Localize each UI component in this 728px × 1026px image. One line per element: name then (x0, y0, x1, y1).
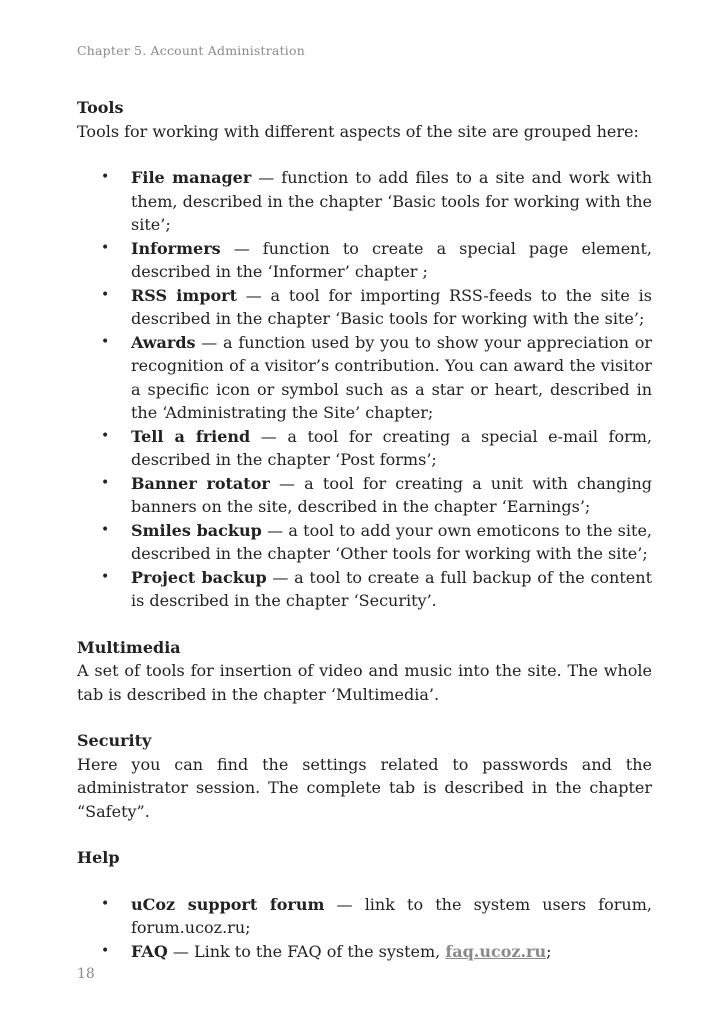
tools-intro: Tools for working with different aspects of the site are grouped here: (77, 121, 639, 141)
section-heading-multimedia: Multimedia (77, 637, 181, 657)
description: — a tool to create a full backup of the content is described in the chapter ‘Security’. (131, 567, 652, 610)
term: FAQ (131, 941, 168, 961)
description: — a tool to add your own emoticons to the site, described in the chapter ‘Other tools for working with the site’; (131, 520, 652, 563)
description: — a tool for importing RSS-feeds to the site is described in the chapter ‘Basic tools for working with the site’; (131, 285, 652, 328)
page-content (77, 96, 652, 963)
description: — function to create a special page element, described in the ‘Informer’ chapter ; (131, 238, 652, 281)
section-heading-help: Help (77, 848, 120, 867)
bullet-icon: • (101, 942, 110, 959)
list-item-rss-import (77, 284, 652, 331)
list-item-tell-a-friend (77, 425, 652, 472)
term: Project backup (131, 567, 267, 587)
description: — a tool for creating a special e-mail form, described in the chapter ‘Post forms’; (131, 426, 652, 469)
bullet-icon: • (101, 521, 110, 538)
description: — link to the system users forum, forum.ucoz.ru; (131, 894, 652, 937)
list-item-banner-rotator (77, 472, 652, 519)
section-security (77, 729, 652, 823)
description: — Link to the FAQ of the system, (167, 941, 446, 961)
description: — a function used by you to show your appreciation or recognition of a visitor’s contribution. You can award the visitor a specific icon or symbol such as a star or heart, described in the ‘Administrating the Site’ chapter; (131, 332, 652, 422)
tools-list (77, 166, 652, 613)
bullet-icon: • (101, 239, 110, 256)
description: — a tool for creating a unit with changing banners on the site, described in the chapter ‘Earnings’; (131, 473, 653, 516)
term: RSS import (131, 285, 237, 305)
security-text: Here you can find the settings related to passwords and the administrator session. The complete tab is described in the chapter “Safety”. (77, 754, 652, 821)
term: Awards (131, 332, 196, 352)
section-multimedia (77, 636, 652, 707)
bullet-icon: • (101, 895, 110, 912)
list-item-faq (77, 940, 652, 964)
section-tools (77, 96, 652, 613)
bullet-icon: • (101, 474, 110, 491)
term: Smiles backup (131, 520, 262, 540)
term: Banner rotator (131, 473, 270, 493)
bullet-icon: • (101, 333, 110, 350)
running-header: Chapter 5. Account Administration (77, 43, 305, 58)
faq-link[interactable]: faq.ucoz.ru (445, 941, 547, 961)
list-item-support-forum (77, 893, 652, 940)
term: Tell a friend (131, 426, 251, 446)
term: Informers (131, 238, 221, 258)
bullet-icon: • (101, 568, 110, 585)
section-help (77, 846, 652, 963)
section-heading-security: Security (77, 731, 152, 750)
list-item-informers (77, 237, 652, 284)
bullet-icon: • (101, 286, 110, 303)
term: File manager (131, 168, 252, 187)
section-heading-tools: Tools (77, 98, 124, 117)
page-number: 18 (77, 966, 95, 982)
bullet-icon: • (101, 427, 110, 444)
term: uCoz support forum (131, 894, 325, 914)
bullet-icon: • (101, 169, 110, 185)
list-item-smiles-backup (77, 519, 652, 566)
list-item-awards (77, 331, 652, 425)
description: — function to add files to a site and work with them, described in the chapter ‘Basic tools for working with the site’; (131, 168, 653, 234)
list-item-project-backup (77, 566, 652, 613)
list-item-file-manager (77, 166, 652, 237)
help-list (77, 893, 652, 964)
multimedia-text: A set of tools for insertion of video and music into the site. The whole tab is described in the chapter ‘Multimedia’. (77, 661, 652, 704)
description-end: ; (546, 941, 552, 961)
